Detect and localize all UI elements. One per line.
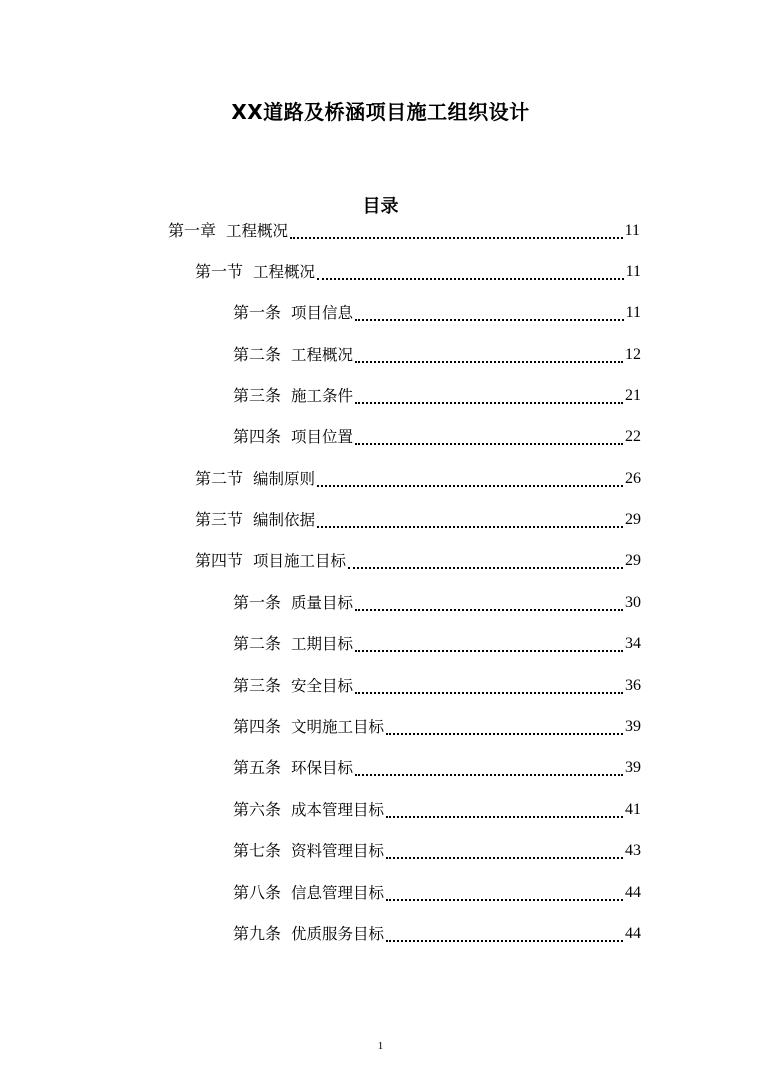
toc-entry-label: 文明施工目标 xyxy=(291,718,385,736)
toc-entry-page: 34 xyxy=(625,635,641,652)
toc-entry-number: 第二节 xyxy=(195,469,244,488)
toc-entry-article[interactable] xyxy=(233,673,641,699)
toc-entry-page: 39 xyxy=(625,759,641,776)
toc-entry-label: 成本管理目标 xyxy=(291,801,385,819)
toc-entry-article[interactable] xyxy=(233,590,641,616)
dot-leader xyxy=(348,567,623,569)
toc-entry-article[interactable] xyxy=(233,383,641,409)
toc-entry-number: 第四节 xyxy=(195,551,244,570)
toc-entry-page: 12 xyxy=(625,346,641,363)
dot-leader xyxy=(290,237,623,239)
toc-entry-page: 11 xyxy=(625,263,641,280)
dot-leader xyxy=(386,733,623,735)
toc-entry-article[interactable] xyxy=(233,631,641,657)
toc-entry-label: 编制依据 xyxy=(253,511,316,529)
toc-entry-page: 11 xyxy=(625,304,641,321)
toc-entry-number: 第九条 xyxy=(233,924,282,943)
toc-entry-section-2[interactable] xyxy=(195,466,641,492)
toc-entry-number: 第一节 xyxy=(195,262,244,281)
toc-entry-article[interactable] xyxy=(233,300,641,326)
dot-leader xyxy=(386,940,623,942)
toc-entry-page: 44 xyxy=(625,884,641,901)
toc-entry-page: 21 xyxy=(625,387,641,404)
toc-entry-number: 第四条 xyxy=(233,427,282,446)
toc-entry-article[interactable] xyxy=(233,797,641,823)
toc-entry-label: 安全目标 xyxy=(291,677,354,695)
toc-entry-page: 43 xyxy=(625,842,641,859)
toc-entry-section-4[interactable] xyxy=(195,548,641,574)
toc-entry-page: 26 xyxy=(625,470,641,487)
toc-entry-article[interactable] xyxy=(233,921,641,947)
toc-heading: 目录 xyxy=(362,196,399,217)
dot-leader xyxy=(355,650,623,652)
toc-entry-article[interactable] xyxy=(233,755,641,781)
toc-entry-article[interactable] xyxy=(233,424,641,450)
dot-leader xyxy=(355,402,623,404)
toc-entry-number: 第一章 xyxy=(168,221,217,240)
dot-leader xyxy=(355,361,623,363)
toc-entry-page: 30 xyxy=(625,594,641,611)
toc-entry-article[interactable] xyxy=(233,714,641,740)
toc-entry-label: 工程概况 xyxy=(253,263,316,281)
toc-entry-page: 41 xyxy=(625,801,641,818)
dot-leader xyxy=(317,278,624,280)
toc-entry-label: 工期目标 xyxy=(291,635,354,653)
toc-entry-number: 第三条 xyxy=(233,386,282,405)
toc-entry-label: 环保目标 xyxy=(291,759,354,777)
toc-entry-number: 第二条 xyxy=(233,345,282,364)
toc-entry-label: 质量目标 xyxy=(291,594,354,612)
toc-entry-number: 第五条 xyxy=(233,758,282,777)
toc-entry-number: 第一条 xyxy=(233,303,282,322)
dot-leader xyxy=(317,526,623,528)
toc-entry-number: 第八条 xyxy=(233,883,282,902)
toc-entry-number: 第二条 xyxy=(233,634,282,653)
toc-entry-page: 29 xyxy=(625,552,641,569)
toc-entry-section-3[interactable] xyxy=(195,507,641,533)
toc-entry-label: 工程概况 xyxy=(291,346,354,364)
toc-entry-label: 施工条件 xyxy=(291,387,354,405)
toc-entry-number: 第七条 xyxy=(233,841,282,860)
dot-leader xyxy=(386,857,623,859)
toc-entry-page: 36 xyxy=(625,677,641,694)
toc-entry-number: 第六条 xyxy=(233,800,282,819)
toc-entry-page: 22 xyxy=(625,428,641,445)
toc-entry-page: 29 xyxy=(625,511,641,528)
toc-entry-article[interactable] xyxy=(233,342,641,368)
toc-entry-number: 第四条 xyxy=(233,717,282,736)
dot-leader xyxy=(386,899,623,901)
toc-entry-label: 资料管理目标 xyxy=(291,842,385,860)
toc-entry-page: 44 xyxy=(625,925,641,942)
toc-entry-label: 项目位置 xyxy=(291,428,354,446)
toc-entry-number: 第三节 xyxy=(195,510,244,529)
dot-leader xyxy=(355,774,623,776)
dot-leader xyxy=(355,319,624,321)
toc-entry-article[interactable] xyxy=(233,838,641,864)
toc-entry-chapter-1[interactable] xyxy=(168,218,640,244)
toc-entry-number: 第一条 xyxy=(233,593,282,612)
toc-entry-label: 信息管理目标 xyxy=(291,884,385,902)
toc-entry-label: 编制原则 xyxy=(253,470,316,488)
dot-leader xyxy=(355,692,623,694)
toc-entry-page: 11 xyxy=(624,222,640,239)
dot-leader xyxy=(355,609,623,611)
toc-entry-label: 优质服务目标 xyxy=(291,925,385,943)
toc-entry-number: 第三条 xyxy=(233,676,282,695)
toc-entry-label: 项目施工目标 xyxy=(253,552,347,570)
toc-entry-page: 39 xyxy=(625,718,641,735)
document-title: XX道路及桥涵项目施工组织设计 xyxy=(231,100,530,124)
toc-entry-section-1[interactable] xyxy=(195,259,641,285)
toc-entry-label: 项目信息 xyxy=(291,304,354,322)
page-number: 1 xyxy=(377,1040,384,1052)
dot-leader xyxy=(355,443,623,445)
toc-entry-article[interactable] xyxy=(233,880,641,906)
dot-leader xyxy=(317,485,623,487)
toc-entry-label: 工程概况 xyxy=(226,222,289,240)
dot-leader xyxy=(386,816,623,818)
